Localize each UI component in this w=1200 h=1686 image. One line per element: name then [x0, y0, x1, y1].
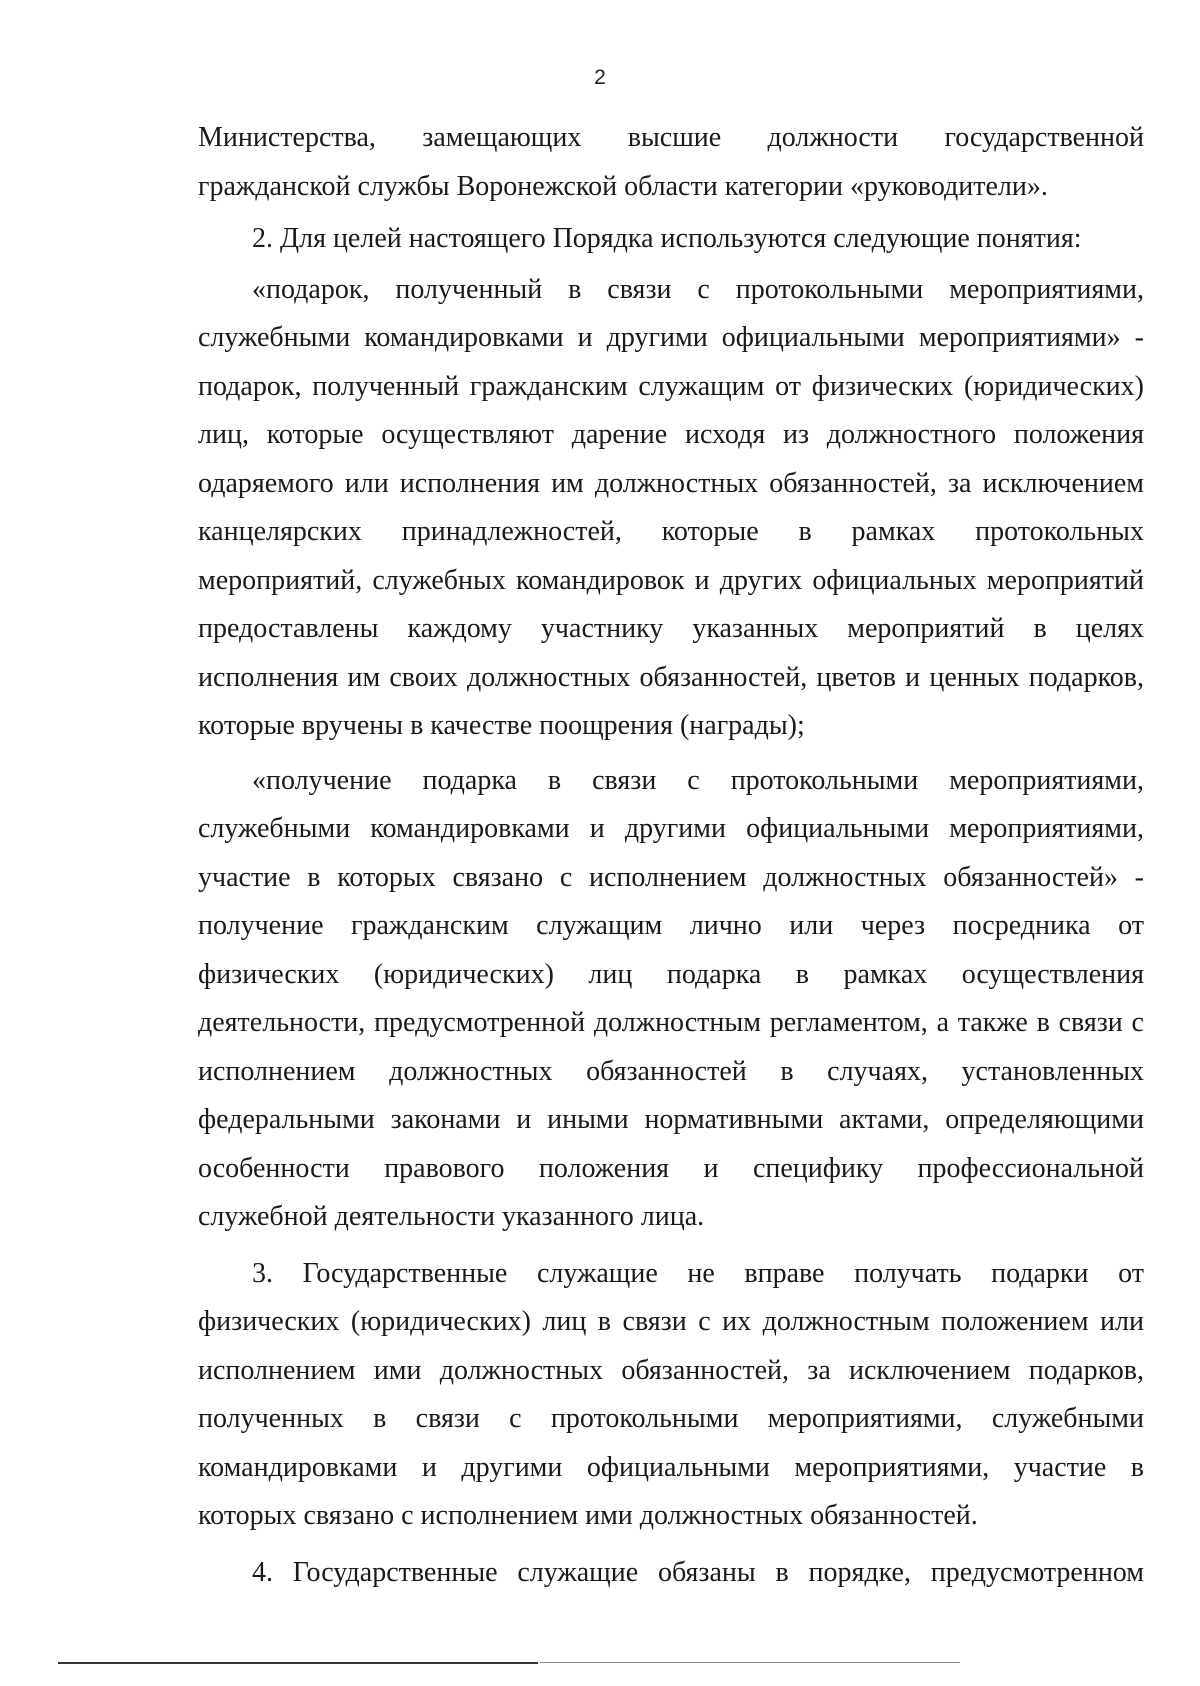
text-line: служебной деятельности указанного лица.: [198, 1201, 705, 1232]
text-line: которых связано с исполнением ими должностных обязанностей.: [198, 1500, 978, 1531]
text-line: мероприятий, служебных командировок и других официальных мероприятий: [198, 564, 1144, 596]
text-line: участие в которых связано с исполнением должностных обязанностей» -: [198, 861, 1144, 893]
text-line: «получение подарка в связи с протокольными мероприятиями,: [252, 764, 1144, 796]
text-line: 4. Государственные служащие обязаны в порядке, предусмотренном: [252, 1556, 1144, 1588]
text-line: гражданской службы Воронежской области категории «руководители».: [198, 170, 1048, 202]
text-line: которые вручены в качестве поощрения (награды);: [198, 710, 805, 741]
text-line: канцелярских принадлежностей, которые в рамках протокольных: [198, 516, 1144, 547]
page-bottom-rule: [58, 1662, 538, 1664]
text-line: 2. Для целей настоящего Порядка используются следующие понятия:: [252, 223, 1082, 254]
text-line: служебными командировками и другими официальными мероприятиями» -: [198, 322, 1144, 353]
text-line: физических (юридических) лиц в связи с их должностным положением или: [198, 1306, 1144, 1337]
text-line: исполнением должностных обязанностей в случаях, установленных: [198, 1055, 1144, 1087]
text-line: предоставлены каждому участнику указанных мероприятий в целях: [198, 613, 1144, 644]
text-line: Министерства, замещающих высшие должности государственной: [198, 122, 1144, 153]
text-line: 3. Государственные служащие не вправе получать подарки от: [252, 1257, 1144, 1289]
text-line: деятельности, предусмотренной должностным регламентом, а также в связи с: [198, 1007, 1144, 1038]
text-line: «подарок, полученный в связи с протокольными мероприятиями,: [252, 273, 1144, 305]
text-line: полученных в связи с протокольными мероприятиями, служебными: [198, 1403, 1144, 1434]
text-line: одаряемого или исполнения им должностных обязанностей, за исключением: [198, 467, 1144, 499]
text-line: исполнением ими должностных обязанностей, за исключением подарков,: [198, 1354, 1144, 1386]
text-line: федеральными законами и иными нормативными актами, определяющими: [198, 1104, 1144, 1135]
text-line: особенности правового положения и специфику профессиональной: [198, 1152, 1144, 1184]
text-line: подарок, полученный гражданским служащим от физических (юридических): [198, 370, 1144, 402]
text-line: физических (юридических) лиц подарка в рамках осуществления: [198, 958, 1144, 990]
text-line: командировками и другими официальными мероприятиями, участие в: [198, 1451, 1144, 1483]
document-body: [198, 114, 1144, 1597]
page-number: 2: [594, 66, 606, 89]
text-line: исполнения им своих должностных обязанностей, цветов и ценных подарков,: [198, 661, 1144, 693]
text-line: служебными командировками и другими официальными мероприятиями,: [198, 813, 1144, 844]
text-line: получение гражданским служащим лично или через посредника от: [198, 910, 1144, 941]
text-line: лиц, которые осуществляют дарение исходя из должностного положения: [198, 419, 1144, 450]
page-bottom-rule-faint: [540, 1662, 960, 1663]
